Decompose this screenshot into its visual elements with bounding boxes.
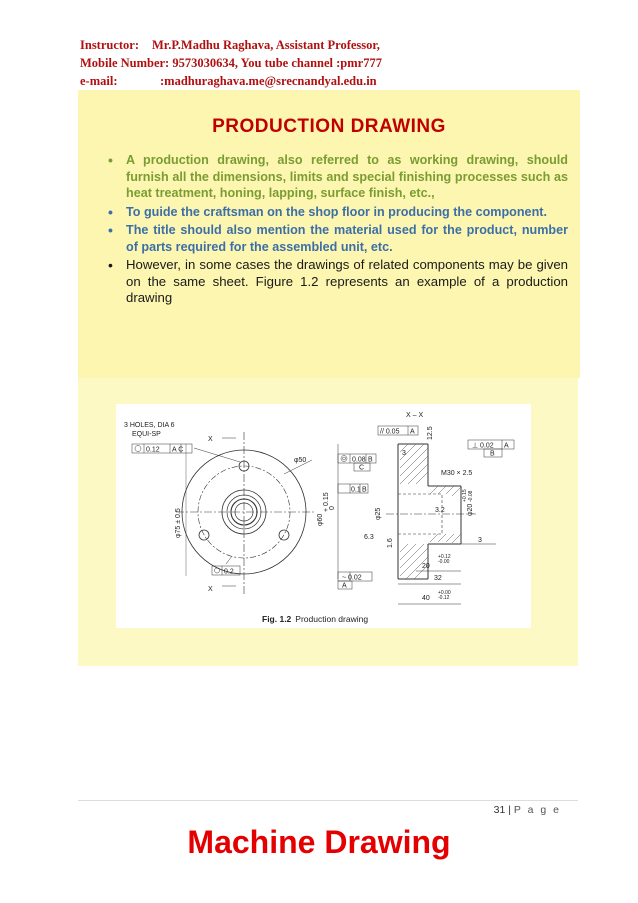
fcf-par-value: // 0.05 [380,428,400,436]
phi25-label: φ25 [375,507,382,520]
section-label: X – X [406,412,424,419]
phi60-label: φ60 [317,513,324,526]
thread-label: M30 × 2.5 [441,470,473,477]
fcf1-datums: A C [172,446,184,454]
bullet-item: • However, in some cases the drawings of related components may be given on the same sheet. Figure 1.2 represents an example of a production drawing [108,257,568,305]
bullet-list [106,152,568,309]
bullet-dot: • [108,203,113,220]
fcf1-value: 0.12 [146,446,160,454]
slide-panel [78,90,580,378]
bullet-item: • To guide the craftsman on the shop floor in producing the component. [108,203,547,220]
phi75-label: φ75 ± 0.5 [175,508,182,538]
fcf-run-value: 0.1 [351,486,361,494]
tol-015: + 0.15 [323,492,330,512]
dim63-label: 6.3 [364,534,374,541]
course-title: Machine Drawing [187,824,451,860]
instructor-label: Instructor: [80,38,140,52]
fcf-conc-datum: B [368,456,373,464]
tol-p012: +0.12 [438,554,451,560]
slide-title: PRODUCTION DRAWING [212,116,446,137]
phi20-label: φ20 [467,503,474,516]
bullet-dot: • [108,222,113,238]
dim32-small: 3.2 [435,507,445,514]
dim32-label: 32 [434,575,442,582]
bullet-item: • A production drawing, also referred to as working drawing, should furnish all the dimensions, limits and special finishing processes such as heat treatment, honing, lapping, surface finish, etc., [108,152,568,200]
bullet-dot: • [108,152,113,168]
header-instructor [80,38,380,53]
fcf-conc-value: 0.08 [352,456,366,464]
dim20-label: 20 [422,563,430,570]
header-mobile: Mobile Number: 9573030634, You tube channel :pmr777 [80,56,382,70]
fcf-flat2-value: ~ 0.02 [342,574,362,582]
tol-0: 0 [329,506,336,510]
production-drawing-svg [116,404,531,628]
tol-000: -0.00 [438,559,450,565]
instructor-value: Mr.P.Madhu Raghava, Assistant Professor, [152,38,380,52]
dim16-label: 1.6 [387,538,394,548]
holes-label: 3 HOLES, DIA 6 [124,422,175,429]
email-label: e-mail: [80,74,118,88]
figure-caption: Fig. 1.2 Production drawing [262,614,369,624]
roughness-label: 12.5 [427,426,434,440]
perp-value: ⊥ 0.02 [472,442,494,450]
bullet-dot: • [108,257,113,273]
dim40-label: 40 [422,595,430,602]
header-email [80,74,377,89]
datum-a: A [342,582,347,590]
page-number: 31 | P a g e [493,804,561,816]
section-view [386,444,476,579]
phi50-label: φ50 [294,457,307,464]
tol-m012: -0.12 [438,595,450,601]
tol-p015: +0.15 [462,489,468,502]
bullet-item: • The title should also mention the material used for the product, number of parts required for the assembled unit, etc. [108,222,568,254]
tol-m008: -0.08 [468,490,474,502]
dim3-top: 3 [402,450,406,457]
datum-c: C [359,464,365,472]
tol-p000: +0.00 [438,590,451,596]
email-value: :madhuraghava.me@srecnandyal.edu.in [160,74,377,88]
fcf-flat-value: 0.2 [224,568,234,576]
section-x-top: X [208,436,213,443]
footer-divider [78,800,578,801]
perp-datum: A [504,442,509,450]
equisp-label: EQUI-SP [132,431,161,438]
fcf-par-datum: A [410,428,415,436]
perp-datum2: B [490,450,495,458]
production-drawing-figure [116,404,531,628]
dim3-right: 3 [478,537,482,544]
section-hatching [400,444,461,579]
section-x-bottom: X [208,586,213,593]
fcf-run-datum: B [362,486,367,494]
